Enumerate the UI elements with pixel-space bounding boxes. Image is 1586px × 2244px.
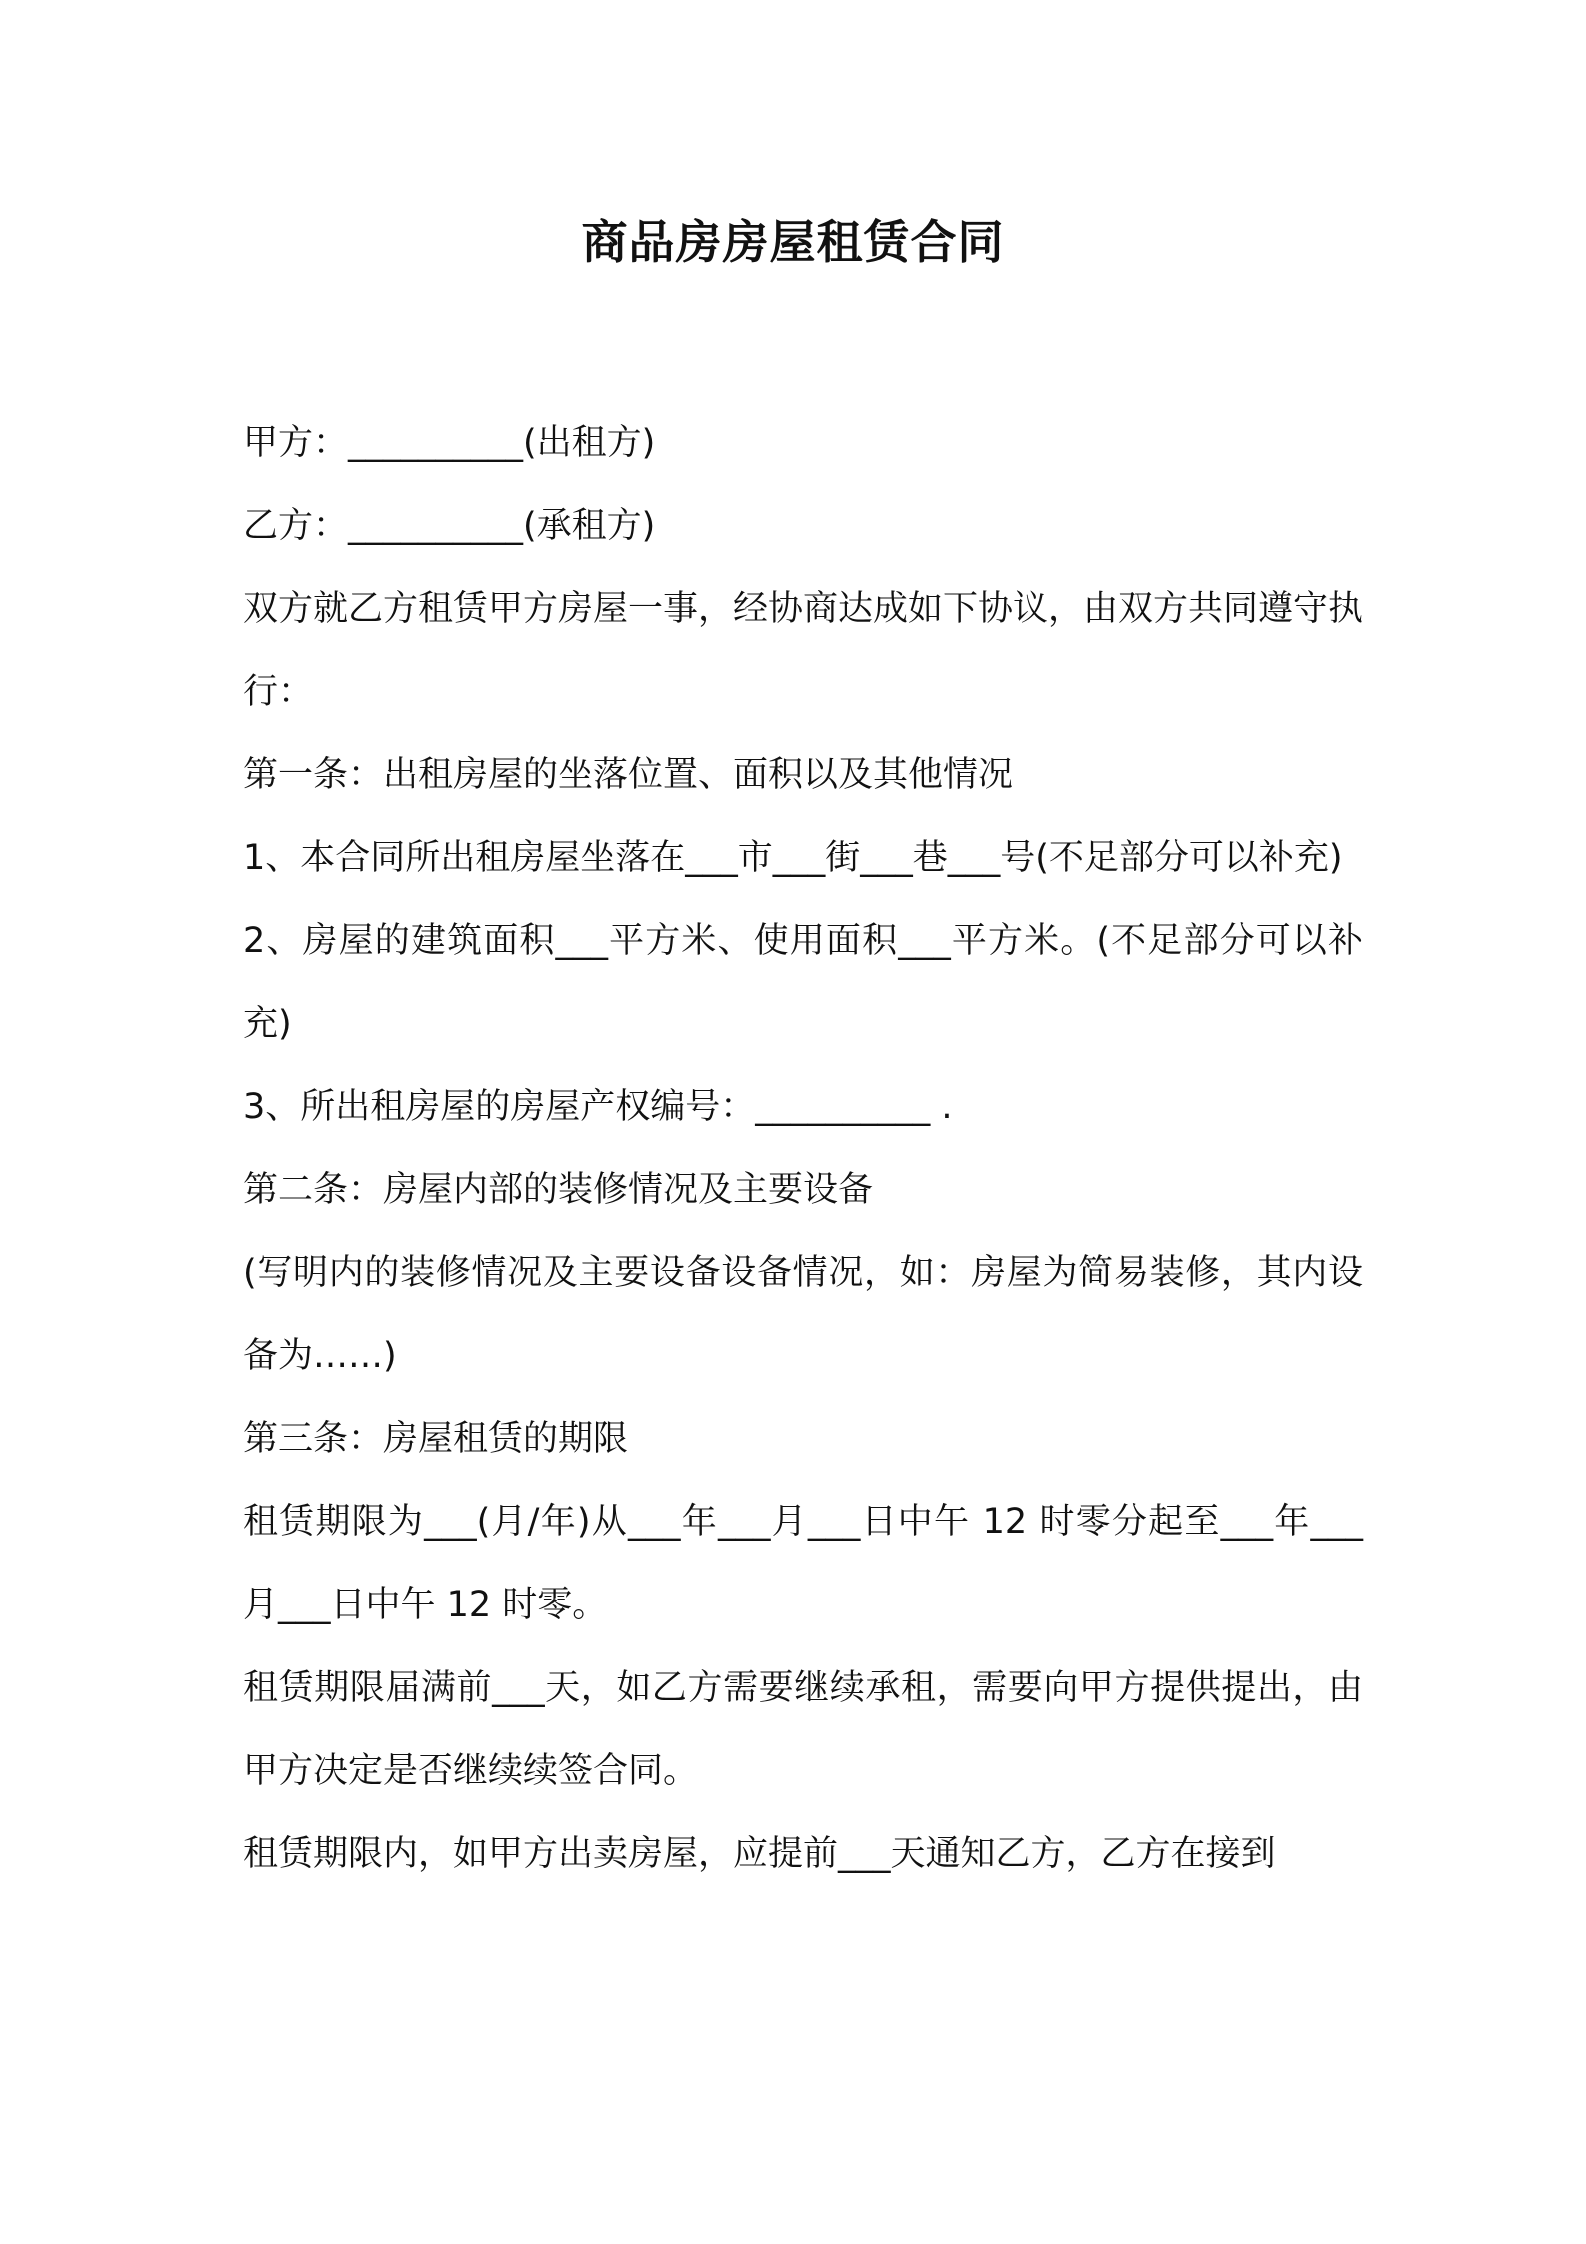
article-1-clause-3: 3、所出租房屋的房屋产权编号：__________ .	[243, 1087, 953, 1127]
article-1-heading: 第一条：出租房屋的坐落位置、面积以及其他情况	[243, 755, 1014, 795]
lease-term-paragraph: 租赁期限为___(月/年)从___年___月___日中午 12 时零分起至___年___月___日中午 12 时零。	[243, 1502, 1363, 1625]
party-b-line: 乙方：__________(承租方)	[243, 506, 656, 546]
agreement-intro: 双方就乙方租赁甲方房屋一事，经协商达成如下协议，由双方共同遵守执行：	[243, 589, 1364, 712]
document-title: 商品房房屋租赁合同	[581, 215, 1005, 269]
article-2-note: (写明内的装修情况及主要设备设备情况，如：房屋为简易装修，其内设备为……)	[243, 1253, 1363, 1376]
article-3-heading: 第三条：房屋租赁的期限	[243, 1419, 629, 1459]
lease-sale-paragraph: 租赁期限内，如甲方出卖房屋，应提前___天通知乙方，乙方在接到	[243, 1834, 1276, 1874]
article-1-clause-1: 1、本合同所出租房屋坐落在___市___街___巷___号(不足部分可以补充)	[243, 838, 1343, 878]
party-a-line: 甲方：__________(出租方)	[243, 423, 656, 463]
article-2-heading: 第二条：房屋内部的装修情况及主要设备	[243, 1170, 874, 1210]
article-1-clause-2: 2、房屋的建筑面积___平方米、使用面积___平方米。(不足部分可以补充)	[243, 921, 1363, 1044]
lease-renewal-paragraph: 租赁期限届满前___天，如乙方需要继续承租，需要向甲方提供提出，由甲方决定是否继续续签合同。	[243, 1668, 1363, 1791]
document-body	[243, 402, 1363, 1896]
